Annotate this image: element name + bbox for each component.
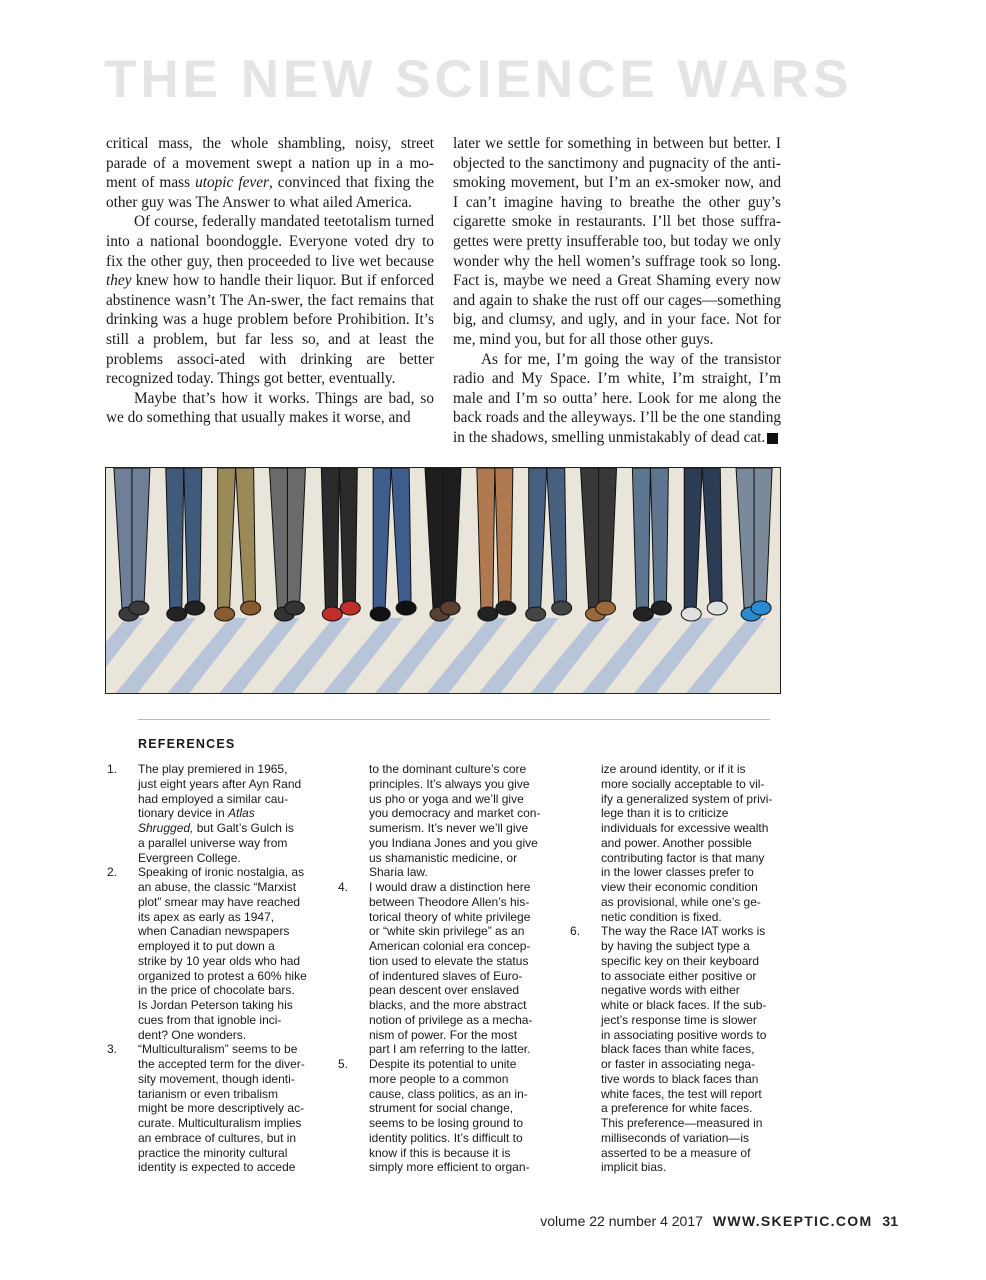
reference-item: 4. I would draw a distinction here between Theodore Allen’s his- torical theory of white privilege or “white skin privilege” as an American colonial era concep- tion used to elevate the status of indentured slaves of Euro- pean descent over enslaved blacks, and the more abstract notion of privilege as a mecha- nism of power. For the most part I am referring to the latter.: [338, 880, 533, 1057]
issue-info: volume 22 number 4 2017: [540, 1213, 703, 1229]
shoe: [552, 601, 572, 615]
paragraph: Of course, federally mandated teetotalism turned into a national boondoggle. Everyone voted dry to fix the other guy, then proceeded to live wet because they knew how to handle their liquor. But if enforced abstinence wasn’t The An-swer, the fact remains that drinking was a huge problem before Prohibition. It’s still a problem, but far less so, and at least the problems associ-ated with drinking are better recognized today. Things got better, eventually.: [106, 213, 435, 388]
illustration-canvas: [106, 468, 780, 693]
shoe: [241, 601, 261, 615]
reference-number: 4.: [338, 880, 349, 894]
reference-item: 1. The play premiered in 1965, just eight years after Ayn Rand had employed a similar cau- tionary device in Atlas Shrugged, but Galt’s Gulch is a parallel universe way from Evergreen College.: [107, 762, 302, 865]
reference-number: 1.: [107, 762, 118, 776]
references-heading: REFERENCES: [138, 737, 236, 751]
paragraph: later we settle for something in between but better. I objected to the sanctimony and pugnacity of the anti-smoking movement, but I’m an ex-smoker now, and I can’t imagine having to breathe the other guy’s cigarette smoke in restaurants. I’ll bet those suffra-gettes were pretty insufferable too, but today we only wonder why the hell women’s suffrage took so long. Fact is, maybe we need a Great Shaming every now and again to shake the rust off our cages—something big, and clumsy, and ugly, and in your face. Not for me, mind you, but for all those other guys.: [453, 135, 781, 348]
shoe: [440, 601, 460, 615]
section-divider: [138, 719, 770, 720]
shoe: [478, 607, 498, 621]
references-column-1: [107, 762, 316, 1175]
paragraph: critical mass, the whole shambling, noisy, street parade of a movement swept a nation up in a mo-ment of mass utopic fever, convinced that fixing the other guy was The Answer to what ailed America.: [106, 135, 434, 211]
website-link[interactable]: WWW.SKEPTIC.COM: [712, 1213, 873, 1229]
walking-legs-illustration: [105, 467, 781, 694]
body-column-left: [106, 134, 434, 428]
shoe: [129, 601, 149, 615]
shoe: [526, 607, 546, 621]
references-column-3: [570, 762, 779, 1175]
reference-number: 5.: [338, 1057, 349, 1071]
shoe: [707, 601, 727, 615]
reference-number: 3.: [107, 1042, 118, 1057]
reference-item: 6. The way the Race IAT works is by having the subject type a specific key on their keyboard to associate either positive or negative words with either white or black faces. If the sub- ject’s response time is slower in associating positive words to black faces than white faces, or faster in associating nega- tive words to black faces than white faces, the test will report a preference for white faces. This preference—measured in milliseconds of variation—is asserted to be a measure of implicit bias.: [570, 924, 767, 1175]
shoe: [633, 607, 653, 621]
reference-number: 6.: [570, 924, 581, 939]
running-header: THE NEW SCIENCE WARS: [104, 50, 853, 109]
shoe: [496, 601, 516, 615]
page-footer: [540, 1213, 898, 1229]
paragraph: Maybe that’s how it works. Things are bad, so we do something that usually makes it worse, and: [106, 389, 434, 427]
page-number: 31: [882, 1213, 898, 1229]
reference-number: 2.: [107, 865, 118, 880]
paragraph: As for me, I’m going the way of the transistor radio and My Space. I’m white, I’m straight, I’m male and I’m so outta’ here. Look for me along the back roads and the alleyways. I’ll be the one standing in the shadows, smelling unmistakably of dead cat. S: [453, 350, 801, 446]
reference-item: to the dominant culture’s core principles. It’s always you give us pho or yoga and we’ll give you democracy and market con- sumerism. It’s never we’ll give you Indiana Jones and you give us shamanistic medicine, or Sharia law.: [369, 762, 541, 880]
shoe: [185, 601, 205, 615]
shoe: [370, 607, 390, 621]
shoe: [596, 601, 616, 615]
shoe: [651, 601, 671, 615]
references-column-2: [338, 762, 547, 1175]
shoe: [167, 607, 187, 621]
body-column-right: [453, 134, 801, 448]
shoe: [396, 601, 416, 615]
shoe: [340, 601, 360, 615]
reference-item: 5. Despite its potential to unite more people to a common cause, class politics, as an in- strument for social change, seems to be losing ground to identity politics. It’s difficult to know if this is because it is simply more efficient to organ-: [338, 1057, 530, 1175]
reference-item: ize around identity, or if it is more socially acceptable to vil- ify a generalized system of privi- lege than it is to criticize individuals for excessive wealth and power. Another possible contributing factor is that many in the lower classes prefer to view their economic condition as provisional, while one’s ge- netic condition is fixed.: [601, 762, 773, 924]
shoe: [284, 601, 304, 615]
reference-item: 2. Speaking of ironic nostalgia, as an abuse, the classic “Marxist plot” smear may have reached its apex as early as 1947, when Canadian newspapers employed it to put down a strike by 10 year olds who had organized to protest a 60% hike in the price of chocolate bars. Is Jordan Peterson taking his cues from that ignoble inci- dent? One wonders.: [107, 865, 307, 1042]
shoe: [215, 607, 235, 621]
shoe: [322, 607, 342, 621]
reference-item: 3. “Multiculturalism” seems to be the accepted term for the diver- sity movement, though identi- tarianism or even tribalism might be more descriptively ac- curate. Multiculturalism implies an embrace of cultures, but in practice the minority cultural identity is expected to accede: [107, 1042, 305, 1175]
shoe: [681, 607, 701, 621]
end-mark-icon: S: [767, 433, 778, 444]
shoe: [751, 601, 771, 615]
